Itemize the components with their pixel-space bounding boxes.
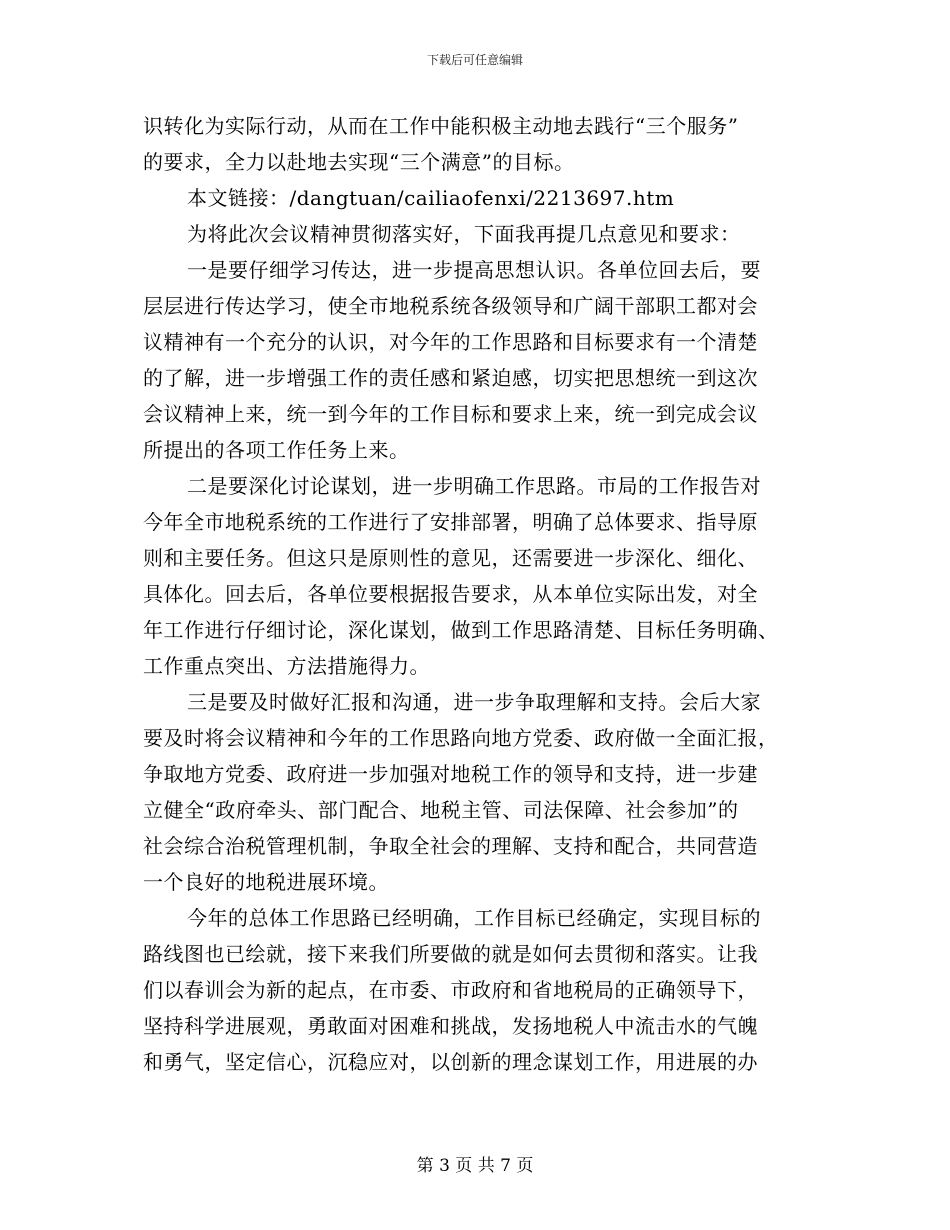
text-line: 的要求，全力以赴地去实现“三个满意”的目标。 bbox=[143, 150, 575, 174]
text-line: 则和主要任务。但这只是原则性的意见，还需要进一步深化、细化、 bbox=[143, 546, 758, 570]
page-header-note: 下载后可任意编辑 bbox=[426, 53, 523, 67]
text-line: 一个良好的地税进展环境。 bbox=[143, 870, 389, 894]
page-number: 第 3 页 共 7 页 bbox=[416, 1156, 534, 1176]
text-line: 一是要仔细学习传达，进一步提高思想认识。各单位回去后，要 bbox=[187, 258, 761, 282]
text-line: 所提出的各项工作任务上来。 bbox=[143, 438, 410, 462]
text-line: 会议精神上来，统一到今年的工作目标和要求上来，统一到完成会议 bbox=[143, 402, 758, 426]
text-line: 工作重点突出、方法措施得力。 bbox=[143, 654, 430, 678]
text-line: 三是要及时做好汇报和沟通，进一步争取理解和支持。会后大家 bbox=[187, 690, 761, 714]
text-line: 为将此次会议精神贯彻落实好，下面我再提几点意见和要求： bbox=[187, 222, 741, 246]
text-line: 具体化。回去后，各单位要根据报告要求，从本单位实际出发，对全 bbox=[143, 582, 758, 606]
text-line: 二是要深化讨论谋划，进一步明确工作思路。市局的工作报告对 bbox=[187, 474, 761, 498]
document-body bbox=[143, 108, 823, 1080]
text-line: 今年的总体工作思路已经明确，工作目标已经确定，实现目标的 bbox=[187, 906, 761, 930]
text-line: 立健全“政府牵头、部门配合、地税主管、司法保障、社会参加”的 bbox=[143, 798, 739, 822]
text-line: 议精神有一个充分的认识，对今年的工作思路和目标要求有一个清楚 bbox=[143, 330, 758, 354]
text-line: 路线图也已绘就，接下来我们所要做的就是如何去贯彻和落实。让我 bbox=[143, 942, 758, 966]
text-line: 和勇气，坚定信心，沉稳应对，以创新的理念谋划工作，用进展的办 bbox=[143, 1050, 758, 1074]
text-line: 争取地方党委、政府进一步加强对地税工作的领导和支持，进一步建 bbox=[143, 762, 758, 786]
text-line: 本文链接：/dangtuan/cailiaofenxi/2213697.htm bbox=[187, 186, 675, 210]
text-line: 们以春训会为新的起点，在市委、市政府和省地税局的正确领导下， bbox=[143, 978, 758, 1002]
text-line: 要及时将会议精神和今年的工作思路向地方党委、政府做一全面汇报， bbox=[143, 726, 779, 750]
text-line: 的了解，进一步增强工作的责任感和紧迫感，切实把思想统一到这次 bbox=[143, 366, 758, 390]
text-line: 社会综合治税管理机制，争取全社会的理解、支持和配合，共同营造 bbox=[143, 834, 758, 858]
text-line: 识转化为实际行动，从而在工作中能积极主动地去践行“三个服务” bbox=[143, 114, 739, 138]
text-line: 今年全市地税系统的工作进行了安排部署，明确了总体要求、指导原 bbox=[143, 510, 758, 534]
text-line: 层层进行传达学习，使全市地税系统各级领导和广阔干部职工都对会 bbox=[143, 294, 758, 318]
text-line: 年工作进行仔细讨论，深化谋划，做到工作思路清楚、目标任务明确、 bbox=[143, 618, 779, 642]
text-line: 坚持科学进展观，勇敢面对困难和挑战，发扬地税人中流击水的气魄 bbox=[143, 1014, 758, 1038]
